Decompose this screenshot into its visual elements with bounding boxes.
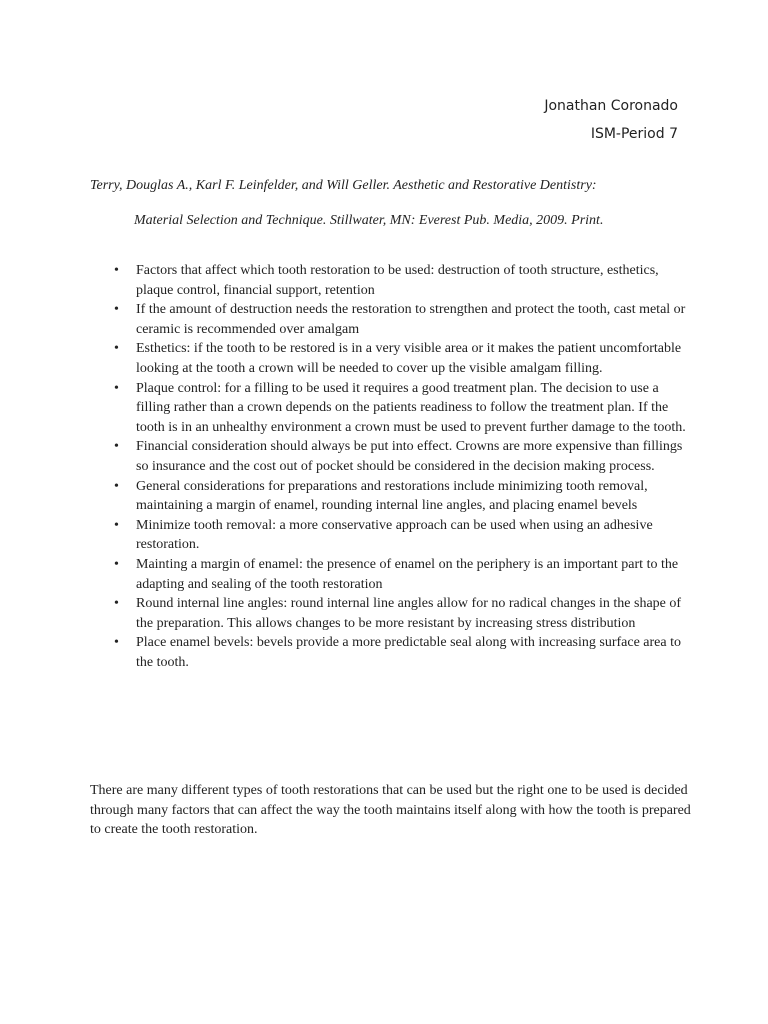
bullet-icon: • [114,439,119,455]
bullet-icon: • [114,380,119,396]
list-item-text: Plaque control: for a filling to be used it requires a good treatment plan. The decision to use a filling rather than a crown depends on the patients readiness to follow the treatment plan. If the tooth is in an unhealthy environment a crown must be used to prevent further damage to the tooth. [136,380,686,435]
list-item-text: Factors that affect which tooth restoration to be used: destruction of tooth structure, esthetics, plaque control, financial support, retention [136,263,659,298]
bullet-icon: • [114,556,119,572]
list-item-text: If the amount of destruction needs the restoration to strengthen and protect the tooth, cast metal or ceramic is recommended over amalgam [136,302,686,337]
list-item [90,339,690,378]
list-item-text: Mainting a margin of enamel: the presence of enamel on the periphery is an important part to the adapting and sealing of the tooth restoration [136,556,679,592]
summary-paragraph: There are many different types of tooth restorations that can be used but the right one to be used is decided through many factors that can affect the way the tooth maintains itself along with how the tooth is prepared to create the tooth restoration. [90,783,691,838]
bullet-icon: • [114,302,119,318]
list-item [90,594,690,633]
citation-line-2: Material Selection and Technique. Stillwater, MN: Everest Pub. Media, 2009. Print. [134,213,604,228]
list-item-text: Minimize tooth removal: a more conservative approach can be used when using an adhesive restoration. [136,517,653,553]
bullet-icon: • [114,341,119,357]
list-item-text: Esthetics: if the tooth to be restored is in a very visible area or it makes the patient uncomfortable looking at the tooth a crown will be needed to cover up the visible amalgam filling. [136,341,682,376]
list-item [90,437,690,476]
class-period: ISM-Period 7 [590,126,678,142]
list-item-text: General considerations for preparations and restorations include minimizing tooth removal, maintaining a margin of enamel, rounding internal line angles, and placing enamel bevels [136,478,648,514]
bullet-list [90,261,690,672]
list-item [90,477,690,516]
list-item [90,261,690,300]
document-header [544,92,678,148]
list-item-text: Place enamel bevels: bevels provide a more predictable seal along with increasing surface area to the tooth. [136,635,681,670]
list-item [90,300,690,339]
bullet-icon: • [114,596,119,612]
bullet-icon: • [114,263,119,278]
bullet-icon: • [114,635,119,651]
author-name: Jonathan Coronado [544,98,678,114]
list-item [90,555,690,594]
list-item [90,516,690,555]
citation [90,176,690,231]
list-item [90,379,690,438]
list-item [90,633,690,672]
bullet-icon: • [114,478,119,494]
citation-line-1: Terry, Douglas A., Karl F. Leinfelder, and Will Geller. Aesthetic and Restorative Dentistry: [90,178,597,193]
bullet-icon: • [114,517,119,533]
list-item-text: Round internal line angles: round internal line angles allow for no radical changes in the shape of the preparation. This allows changes to be more resistant by increasing stress distribution [136,596,682,631]
list-item-text: Financial consideration should always be put into effect. Crowns are more expensive than fillings so insurance and the cost out of pocket should be considered in the decision making process. [136,439,683,474]
